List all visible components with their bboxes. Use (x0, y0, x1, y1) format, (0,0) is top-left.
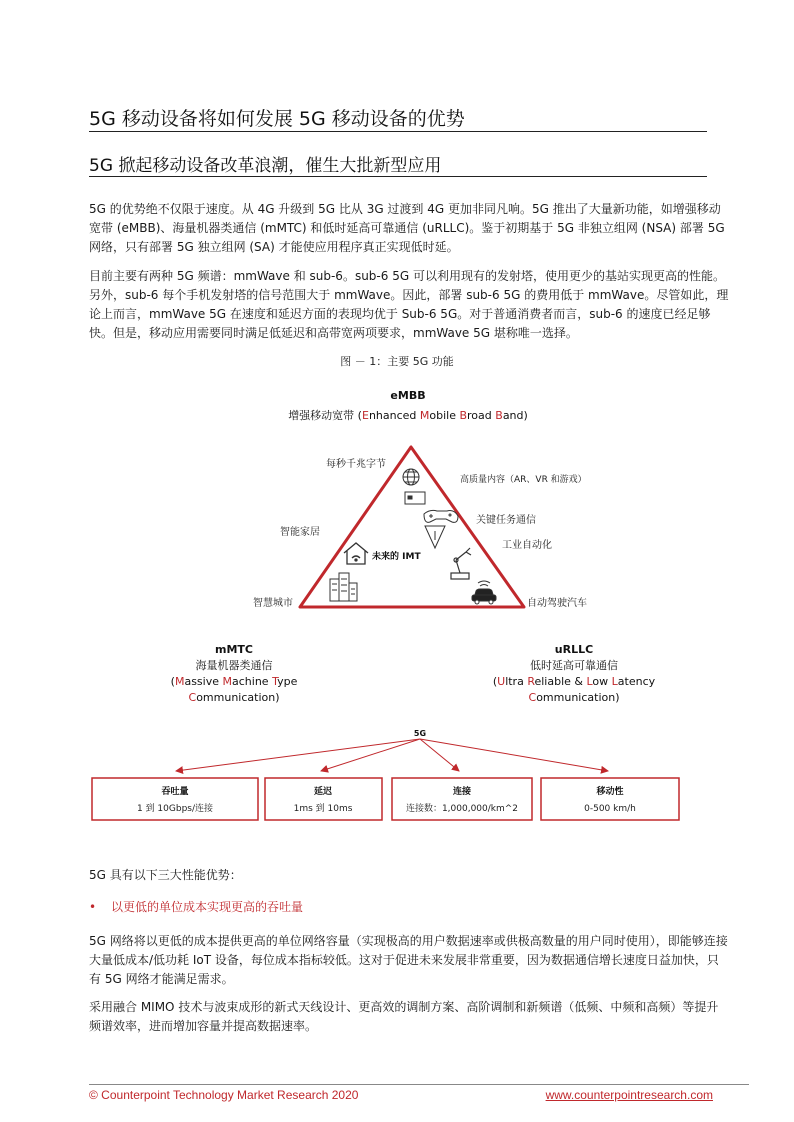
embb-subtitle-text: 增强移动宽带 ( (288, 409, 362, 422)
car-icon (472, 581, 496, 604)
label-smart-home: 智能家居 (280, 527, 320, 538)
box-latency-value: 1ms 到 10ms (293, 804, 353, 814)
mmtc-title: mMTC (215, 643, 253, 656)
gamepad-icon (424, 510, 458, 522)
screen-icon (405, 492, 425, 504)
mmtc-hl-1: M (174, 675, 185, 688)
alert-triangle-icon (425, 526, 445, 548)
subheading-divider (89, 176, 707, 177)
label-autonomous: 自动驾驶汽车 (527, 598, 587, 609)
urllc-expansion-line2 (529, 691, 620, 704)
imt-triangle (300, 447, 524, 607)
embb-rest-1: nhanced (368, 409, 420, 422)
paragraph-spectrum: 目前主要有两种 5G 频谱：mmWave 和 sub-6。sub-6 5G 可以利用现有的发射塔，使用更少的基站实现更高的性能。另外，sub-6 每个手机发射塔的信号范围大于 mmWave。因此，部署 sub-6 5G 的费用低于 mmWave。尽管如此，理论上而言，mmWave 5G 在速度和延迟方面的表现均优于 Sub-6 5G。对于普通消费者而言，sub-6 的速度已经足够快。但是，移动应用需要同时满足低延迟和高带宽两项要求，mmWave 5G 堪称唯一选择。 (89, 269, 729, 340)
mmtc-expansion-line2 (189, 691, 280, 704)
urllc-expansion-line1 (493, 675, 656, 688)
footer-website-link[interactable]: www.counterpointresearch.com (545, 1088, 713, 1102)
embb-subtitle (288, 408, 528, 422)
urllc-hl-3: L (586, 675, 593, 688)
smart-home-icon (344, 543, 368, 564)
mmtc-rest-1: assive (184, 675, 223, 688)
box-connections-value: 连接数：1,000,000/km^2 (405, 804, 519, 814)
mmtc-rest-2: achine (232, 675, 273, 688)
embb-rest-2: obile (429, 409, 460, 422)
urllc-subtitle: 低时延高可靠通信 (530, 659, 618, 672)
figure-caption: 图 － 1：主要 5G 功能 (340, 355, 454, 368)
bullet-throughput-text: 以更低的单位成本实现更高的吞吐量 (111, 900, 304, 914)
mmtc-rest-c: ommunication) (196, 691, 280, 704)
label-smart-city: 智慧城市 (253, 598, 293, 609)
embb-hl-4: B (495, 409, 503, 422)
tree-root-5g: 5G (413, 729, 427, 738)
embb-rest-4: and) (502, 409, 528, 422)
label-mission-critical: 关键任务通信 (476, 515, 536, 526)
label-industrial: 工业自动化 (502, 540, 552, 551)
box-throughput-title: 吞吐量 (161, 787, 189, 797)
arrow-throughput (176, 739, 420, 771)
arrow-latency (321, 739, 420, 771)
embb-rest-3: road (467, 409, 496, 422)
box-latency (265, 778, 382, 820)
mmtc-hl-c: C (188, 691, 197, 704)
5g-features-diagram (0, 380, 794, 840)
urllc-hl-1: U (497, 675, 506, 688)
footer-divider (89, 1084, 749, 1085)
mmtc-hl-3: T (272, 675, 278, 688)
urllc-rest-2: eliable & (534, 675, 587, 688)
mmtc-expansion-line1 (171, 675, 298, 688)
footer-copyright: © Counterpoint Technology Market Research 2020 (89, 1088, 359, 1102)
urllc-paren-open: ( (492, 675, 498, 688)
box-mobility-value: 0-500 km/h (584, 804, 636, 814)
robot-arm-icon (451, 548, 471, 579)
box-mobility-title: 移动性 (596, 787, 624, 797)
arrow-connections (420, 739, 459, 771)
urllc-title: uRLLC (554, 643, 594, 656)
box-connections-title: 连接 (452, 787, 472, 797)
mmtc-subtitle: 海量机器类通信 (195, 659, 273, 672)
urllc-rest-4: atency (617, 675, 656, 688)
heading-divider (89, 131, 707, 132)
urllc-hl-c: C (528, 691, 537, 704)
box-latency-title: 延迟 (313, 787, 333, 797)
mmtc-paren-open: ( (170, 675, 175, 688)
mmtc-rest-3: ype (277, 675, 298, 688)
label-gbps: 每秒千兆字节 (326, 459, 386, 470)
label-hq-content: 高质量内容（AR、VR 和游戏） (460, 475, 587, 485)
bullet-dot-icon: • (89, 900, 97, 914)
urllc-hl-2: R (527, 675, 535, 688)
box-mobility (541, 778, 679, 820)
section-heading: 5G 移动设备将如何发展 5G 移动设备的优势 (89, 108, 465, 130)
embb-hl-1: E (361, 409, 369, 422)
bullet-throughput (89, 898, 303, 915)
label-future-imt: 未来的 IMT (372, 552, 421, 562)
arrow-mobility (420, 739, 608, 771)
box-throughput (92, 778, 258, 820)
box-throughput-value: 1 到 10Gbps/连接 (136, 804, 214, 814)
paragraph-advantages: 5G 的优势绝不仅限于速度。从 4G 升级到 5G 比从 3G 过渡到 4G 更加非同凡响。5G 推出了大量新功能，如增强移动宽带 (eMBB)、海量机器类通信 (mMTC) 和低时延高可靠通信 (uRLLC)。鉴于初期基于 5G 非独立组网 (NSA) 部署 5G 网络，只有部署 5G 独立组网 (SA) 才能使应用程序真正实现低时延。 (89, 202, 725, 254)
urllc-hl-4: L (611, 675, 618, 688)
urllc-rest-3: ow (592, 675, 612, 688)
paragraph-mimo: 采用融合 MIMO 技术与波束成形的新式天线设计、更高效的调制方案、高阶调制和新频谱（低频、中频和高频）等提升频谱效率，进而增加容量并提高数据速率。 (89, 1000, 719, 1033)
box-connections (392, 778, 532, 820)
subsection-heading: 5G 掀起移动设备改革浪潮，催生大批新型应用 (89, 156, 442, 176)
city-buildings-icon (330, 573, 357, 601)
embb-title: eMBB (390, 389, 426, 402)
embb-hl-3: B (459, 409, 468, 422)
paragraph-capacity: 5G 网络将以更低的成本提供更高的单位网络容量（实现极高的用户数据速率或供极高数量的用户同时使用），即能够连接大量低成本/低功耗 IoT 设备，每位成本指标较低。这对于促进未来发展非常重要，因为数据通信增长速度日益加快，只有 5G 网络才能满足需求。 (89, 934, 728, 986)
globe-icon (403, 469, 419, 485)
embb-hl-2: M (419, 409, 430, 422)
mmtc-hl-2: M (222, 675, 232, 688)
paragraph-three-advantages: 5G 具有以下三大性能优势： (89, 868, 242, 882)
urllc-rest-c: ommunication) (536, 691, 620, 704)
urllc-rest-1: ltra (505, 675, 528, 688)
